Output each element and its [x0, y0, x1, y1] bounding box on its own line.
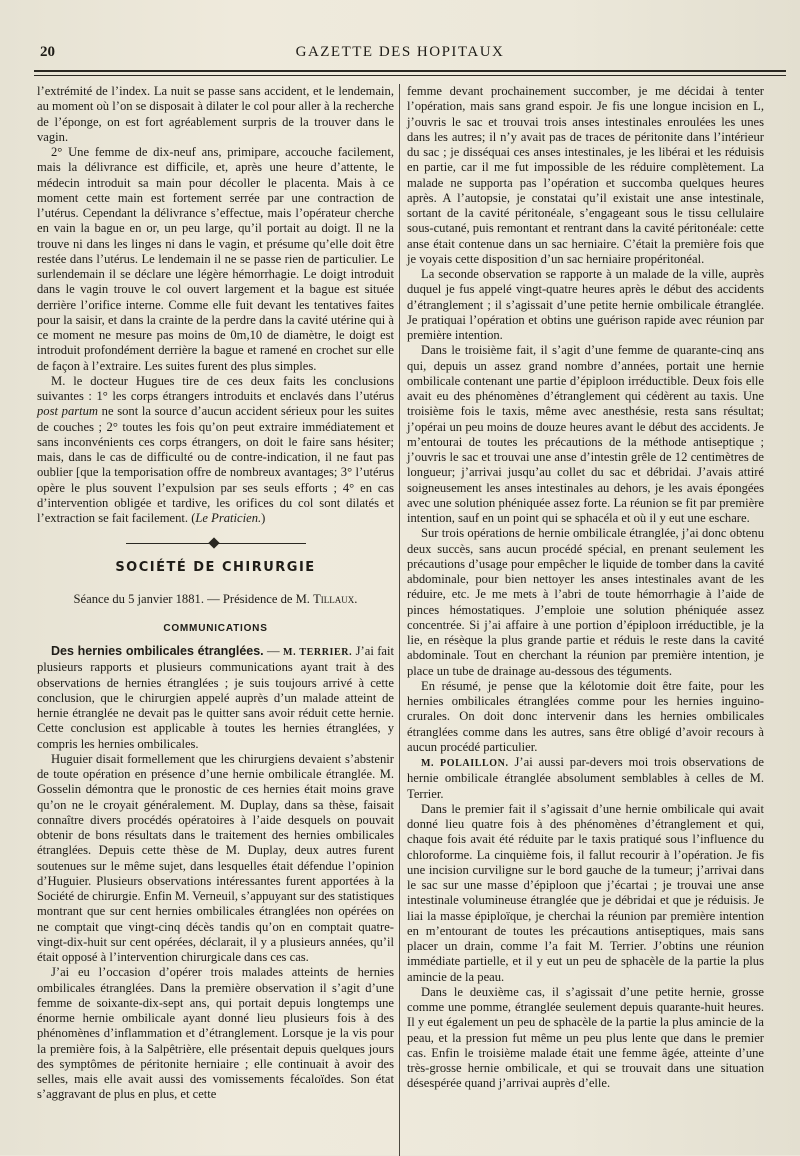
paragraph: l’extrémité de l’index. La nuit se passe sans accident, et le lendemain, au moment où l’on se disposait à dilater le col pour aller à la recherche de l’éponge, on est fort agréablement surpris de la trouver dans le vagin.: [37, 84, 394, 144]
subsection-heading: COMMUNICATIONS: [163, 622, 268, 634]
speaker-name: M. POLAILLON.: [421, 758, 509, 769]
paragraph: J’ai eu l’occasion d’opérer trois malades atteints de hernies ombilicales étranglées. Dans la première observation il s’agit d’une femme de soixante-dix-sept ans, qui portait depuis longtemps une énorme hernie ombilicale ayant donné lieu plusieurs fois à des phénomènes d’inflammation et d’étranglement. Lorsque je la vis pour la première fois, à la Salpêtrière, elle présentait depuis quelques jours des symptômes de péritonite herniaire ; elle continuait à avoir des selles, mais elle avait aussi des vomissements fécaloïdes. Son état s’aggravant de plus en plus, et cette: [37, 965, 394, 1102]
text-run: ): [261, 511, 266, 525]
seance-line: [37, 592, 394, 607]
text-run: —: [263, 644, 284, 658]
column-divider: [399, 84, 400, 1156]
text-run: J’ai aussi par-devers moi trois observations de hernie ombilicale étranglée absolument semblables à celles de M. Terrier.: [407, 755, 765, 801]
text-run: J’ai fait plusieurs rapports et plusieurs communications ayant trait à des observations de hernies étranglées ; je suis toujours arrivé à cette conclusion, que le chirurgien appelé auprès d’un malade atteint de hernie étranglée ne devait pas le quitter sans avoir réduit cette hernie. Cette conclusion est applicable à toutes les hernies étranglées, y compris les hernies ombilicales.: [37, 644, 394, 751]
italic-text: post partum: [37, 404, 99, 419]
source-citation: Le Praticien.: [195, 511, 262, 525]
page-number: 20: [40, 44, 55, 60]
journal-title: GAZETTE DES HOPITAUX: [295, 44, 505, 60]
section-ornament: [126, 538, 306, 550]
paragraph: [37, 644, 394, 752]
paragraph: Dans le premier fait il s’agissait d’une hernie ombilicale qui avait donné lieu quatre fois à des phénomènes d’étranglement et qui, chaque fois avait été réduite par le taxis pratiqué sous l’influence du chloroforme. La cinquième fois, il fallut recourir à l’opération. Je fis une incision curviligne sur le bord gauche de la tumeur; j’arrivai dans le sac sur une masse d’épiploon que j’écartai ; je trouvai une anse intestinale volumineuse étranglée que je débridai et que je réduisis. Je liai la masse épiploïque, je cherchai la réunion par première intention en m’entourant de toutes les précautions antiseptiques, mais sans placer un drain, comme l’a fait M. Terrier. J’obtins une réunion immédiate partielle, et il y eut un peu de sphacèle de la partie la plus amincie de la peau.: [407, 801, 764, 984]
paragraph: 2° Une femme de dix-neuf ans, primipare, accouche facilement, mais la délivrance est difficile, et, après une heure d’attente, le médecin introduit sa main pour décoller le placenta. Mais à ce moment cette main est fortement serrée par une contraction de l’utérus. Cependant la délivrance s’effectue, mais l’opérateur cherche en vain la bague en or, un peu large, qu’il portait au doigt. Il ne la trouve ni dans les linges ni dans le vagin, et présume qu’elle doit être restée dans l’utérus. Le lendemain il ne se passe rien de particulier. Le surlendemain il se déclare une légère hémorrhagie. Le doigt introduit dans le vagin trouve le col ouvert largement et la bague est située derrière l’orifice interne. Comme elle fuit devant les tentatives faites pour la saisir, et dans la crainte de la perdre dans la cavité utérine qui à ce moment ne mesure pas moins de 0m,10 de diamètre, le doigt est introduit profondément derrière la bague et ramené en crochet sur elle de façon à l’extraire. Les suites furent des plus simples.: [37, 145, 394, 373]
text-run: M. le docteur Hugues tire de ces deux faits les conclusions suivantes : 1° les corps étrangers introduits et enclavés dans l’utérus: [37, 373, 394, 403]
president-name: Tillaux: [313, 591, 355, 606]
article-title: Des hernies ombilicales étranglées.: [51, 644, 264, 658]
left-column: [37, 84, 394, 1103]
page-header: [28, 44, 772, 64]
text-run: Séance du 5 janvier 1881. — Présidence de M.: [73, 591, 314, 606]
right-column: [407, 84, 764, 1092]
text-run: ne sont la source d’aucun accident sérieux pour les suites de couches ; 2° toutes les fois qu’on peut extraire immédiatement et sans inconvénients ces corps étrangers, on doit le faire sans hésiter; mais, dans le cas de difficulté ou de contre-indication, il ne faut pas oublier [que la temporisation offre de nombreux avantages; 3° l’utérus opère le plus souvent l’expulsion par ses seuls efforts ; 4° en cas d’intervention obligée et tardive, les orifices du col sont dilatés et l’extraction se fait facilement. (: [37, 404, 394, 525]
header-rule-thin: [34, 75, 786, 76]
paragraph: La seconde observation se rapporte à un malade de la ville, auprès duquel je fus appelé vingt-quatre heures après le début des accidents d’étranglement ; il s’agissait d’une petite hernie ombilicale étranglée. Je pratiquai l’opération et obtins une guérison rapide avec réunion par première intention.: [407, 267, 764, 342]
paragraph: Sur trois opérations de hernie ombilicale étranglée, j’ai donc obtenu deux succès, sans aucun procédé spécial, en prenant seulement les précautions d’usage pour empêcher le liquide de tomber dans la cavité abdominale, pour bien nettoyer les anses intestinales avant de les réduire, etc. Je me mets à l’abri de toute hémorrhagie à l’aide de pinces hémostatiques. J’emploie une solution phéniquée assez concentrée. Si j’ai affaire à une portion d’épiploon irréductible, je la lie, en résèque la plus grande partie et réduis le reste dans la cavité abdominale. Tout en cherchant la réunion par première intention, je place un tube de drainage au-dessous des téguments.: [407, 526, 764, 678]
paragraph: Dans le troisième fait, il s’agit d’une femme de quarante-cinq ans qui, depuis un assez grand nombre d’années, portait une hernie ombilicale contenant une partie d’épiploon irréductible. Deux fois elle avait eu des phénomènes d’étranglement qui cédèrent au taxis. Une troisième fois le taxis, même avec anesthésie, resta sans résultat; j’opérai un peu moins de douze heures avant le début des accidents. Je m’entourai de toutes les précautions de la méthode antiseptique ; j’ouvris le sac et trouvai une anse d’intestin grêle de 12 centimètres de longueur; j’arrivai jusqu’au collet du sac et débridai. J’avais attiré soigneusement les anses intestinales au dehors, je les avais épongées avec une solution phéniquée assez forte. La réunion se fit par première intention, sauf en un point qui se sphacéla et où il y eut une eschare.: [407, 343, 764, 525]
paragraph: [407, 755, 764, 802]
paragraph: [37, 374, 394, 527]
section-title: SOCIÉTÉ DE CHIRURGIE: [115, 560, 316, 576]
text-run: .: [354, 591, 358, 606]
speaker-name: M. TERRIER.: [283, 647, 353, 658]
paragraph: Dans le deuxième cas, il s’agissait d’une petite hernie, grosse comme une pomme, étranglée seulement depuis quarante-huit heures. Il y eut également un peu de sphacèle de la partie la plus amincie de la peau, et la pression fut même un peu plus lente que dans le premier cas. Enfin le troisième malade était une femme âgée, atteinte d’une très-grosse hernie ombilicale, et qui se trouvait dans une situation désespérée quand j’arrivai auprès d’elle.: [407, 984, 764, 1091]
paragraph: En résumé, je pense que la kélotomie doit être faite, pour les hernies ombilicales étranglées comme pour les hernies inguino-crurales. On doit donc intervenir dans les hernies ombilicales étranglées comme dans les autres, sans être obligé d’avoir recours à aucun procédé particulier.: [407, 678, 764, 754]
paragraph: Huguier disait formellement que les chirurgiens devaient s’abstenir de toute opération en présence d’une hernie ombilicale étranglée. M. Gosselin démontra que le pronostic de ces hernies était moins grave qu’on ne le croyait généralement. M. Duplay, dans sa thèse, faisait connaître divers procédés opératoires à l’aide desquels on pouvait obtenir de bons résultats dans le traitement des hernies ombilicales étranglées. Depuis cette thèse de M. Duplay, deux autres furent soutenues sur le même sujet, dans lesquelles était défendue l’opinion d’Huguier. Plusieurs observations intéressantes furent apportées à la Société de chirurgie. Enfin M. Verneuil, s’appuyant sur des statistiques montrant que sur cent hernies ombilicales étranglées non opérées on ne comptait que vingt-cinq décès tandis qu’on en comptait quatre-vingt-dix-huit sur cent opérées, déclarait, il y a plusieurs années, qu’il était opposé à l’intervention chirurgicale dans ces cas.: [37, 751, 394, 964]
ornament-diamond-icon: [208, 538, 219, 549]
paragraph: femme devant prochainement succomber, je me décidai à tenter l’opération, mais sans grand espoir. Je fis une longue incision en L, j’ouvris le sac et trouvai trois anses intestinales enroulées les unes dans les autres; il n’y avait pas de traces de péritonite dans l’intérieur du sac ; je disséquai ces anses intestinales, je les libérai et les réduisis en partie, car il me fut impossible de les réduire complètement. La malade ne supporta pas l’opération et succomba quelques heures après. A l’autopsie, je constatai qu’il existait une anse intestinale, sortant de la cavité péritonéale, s’engageant sous le tissu cellulaire sous-cutané, puis remontant et rentrant dans la cavité péritonéale: cette anse était contenue dans un sac herniaire. C’était la première fois que je voyais cette disposition d’un sac herniaire propéritonéal.: [407, 84, 764, 266]
header-rule-thick: [34, 70, 786, 72]
